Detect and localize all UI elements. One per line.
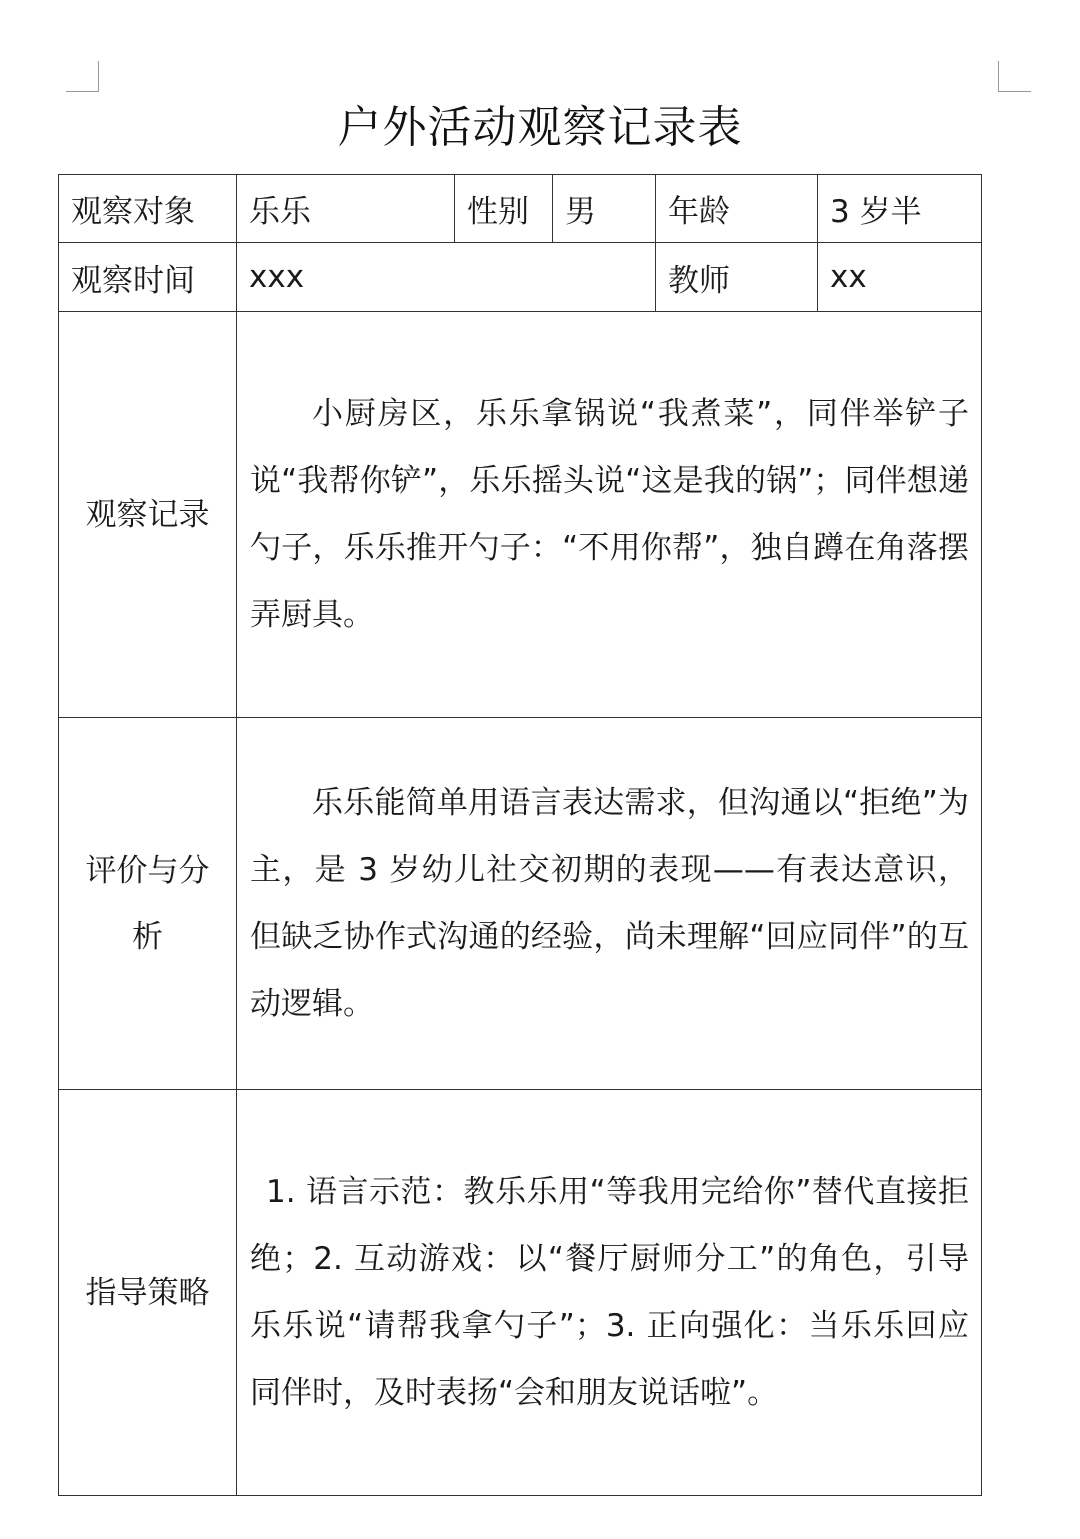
guidance-text-cell (237, 1090, 982, 1496)
gender-value: 男 (565, 194, 596, 230)
teacher-label: 教师 (668, 262, 730, 299)
gender-label: 性别 (467, 194, 529, 230)
gender-label-cell (455, 175, 553, 243)
guidance-label-cell (59, 1090, 237, 1496)
guidance-text: 1. 语言示范：教乐乐用“等我用完给你”替代直接拒绝；2. 互动游戏：以“餐厅厨师分工”的角色，引导乐乐说“请帮我拿勺子”；3. 正向强化：当乐乐回应同伴时，及时表扬“会和朋友说话啦”。 (250, 1173, 969, 1411)
document-title: 户外活动观察记录表 (337, 102, 743, 153)
subject-label: 观察对象 (71, 194, 195, 230)
observation-label: 观察记录 (85, 496, 210, 533)
observation-text-cell (237, 312, 982, 718)
evaluation-label: 评价与分析 (85, 852, 210, 955)
teacher-value: xx (830, 259, 867, 295)
evaluation-text-cell (237, 718, 982, 1090)
evaluation-text: 乐乐能简单用语言表达需求，但沟通以“拒绝”为主，是 3 岁幼儿社交初期的表现——有表达意识，但缺乏协作式沟通的经验，尚未理解“回应同伴”的互动逻辑。 (250, 784, 969, 1022)
age-value: 3 岁半 (830, 194, 922, 230)
table-row-guidance (59, 1090, 982, 1496)
evaluation-label-cell (59, 718, 237, 1090)
gender-value-cell (553, 175, 656, 243)
teacher-value-cell (818, 243, 982, 312)
table-row-evaluation (59, 718, 982, 1090)
subject-value-cell (237, 175, 455, 243)
table-row-subject (59, 175, 982, 243)
teacher-label-cell (656, 243, 818, 312)
observation-label-cell (59, 312, 237, 718)
time-value: xxx (249, 259, 305, 295)
subject-label-cell (59, 175, 237, 243)
table-row-time (59, 243, 982, 312)
age-label: 年龄 (668, 194, 730, 230)
subject-value: 乐乐 (249, 194, 311, 230)
age-value-cell (818, 175, 982, 243)
time-label-cell (59, 243, 237, 312)
time-label: 观察时间 (71, 262, 195, 299)
observation-text: 小厨房区，乐乐拿锅说“我煮菜”，同伴举铲子说“我帮你铲”，乐乐摇头说“这是我的锅”；同伴想递勺子，乐乐推开勺子：“不用你帮”，独自蹲在角落摆弄厨具。 (250, 395, 969, 633)
observation-record-table (58, 174, 982, 1496)
table-row-observation (59, 312, 982, 718)
page-corner-mark-right (998, 61, 1031, 92)
page-corner-mark-left (66, 61, 99, 92)
guidance-label: 指导策略 (85, 1274, 210, 1311)
time-value-cell (237, 243, 656, 312)
age-label-cell (656, 175, 818, 243)
